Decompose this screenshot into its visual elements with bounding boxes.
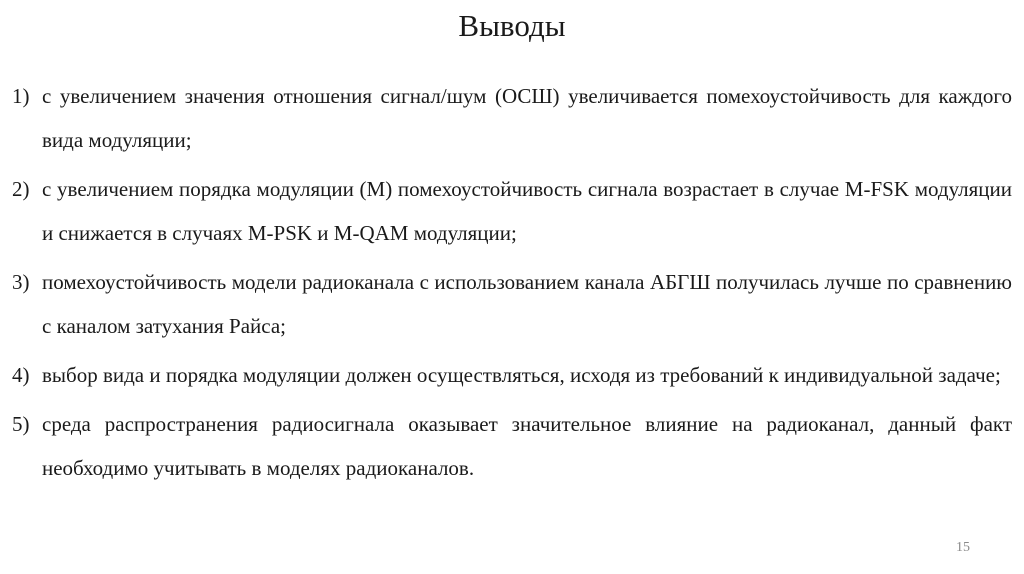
list-item — [12, 167, 1012, 255]
list-item-text: с увеличением порядка модуляции (М) помехоустойчивость сигнала возрастает в случае M-FSK модуляции и снижается в случаях M-PSK и M-QAM модуляции; — [42, 177, 1012, 245]
list-item-number: 4) — [12, 363, 30, 387]
list-item — [12, 402, 1012, 490]
list-item-text: среда распространения радиосигнала оказывает значительное влияние на радиоканал, данный факт необходимо учитывать в моделях радиоканалов. — [42, 412, 1012, 480]
conclusions-list — [12, 74, 1012, 495]
list-item-number: 3) — [12, 270, 30, 294]
list-item-text: с увеличением значения отношения сигнал/шум (ОСШ) увеличивается помехоустойчивость для каждого вида модуляции; — [42, 84, 1012, 152]
list-item — [12, 353, 1012, 397]
list-item-text: помехоустойчивость модели радиоканала с использованием канала АБГШ получилась лучше по сравнению с каналом затухания Райса; — [42, 270, 1012, 338]
page-number: 15 — [956, 540, 970, 555]
list-item-number: 5) — [12, 412, 30, 436]
list-item-number: 1) — [12, 84, 30, 108]
list-item-text: выбор вида и порядка модуляции должен осуществляться, исходя из требований к индивидуальной задаче; — [42, 363, 1001, 387]
list-item — [12, 74, 1012, 162]
slide-title: Выводы — [458, 8, 566, 43]
list-item — [12, 260, 1012, 348]
list-item-number: 2) — [12, 177, 30, 201]
